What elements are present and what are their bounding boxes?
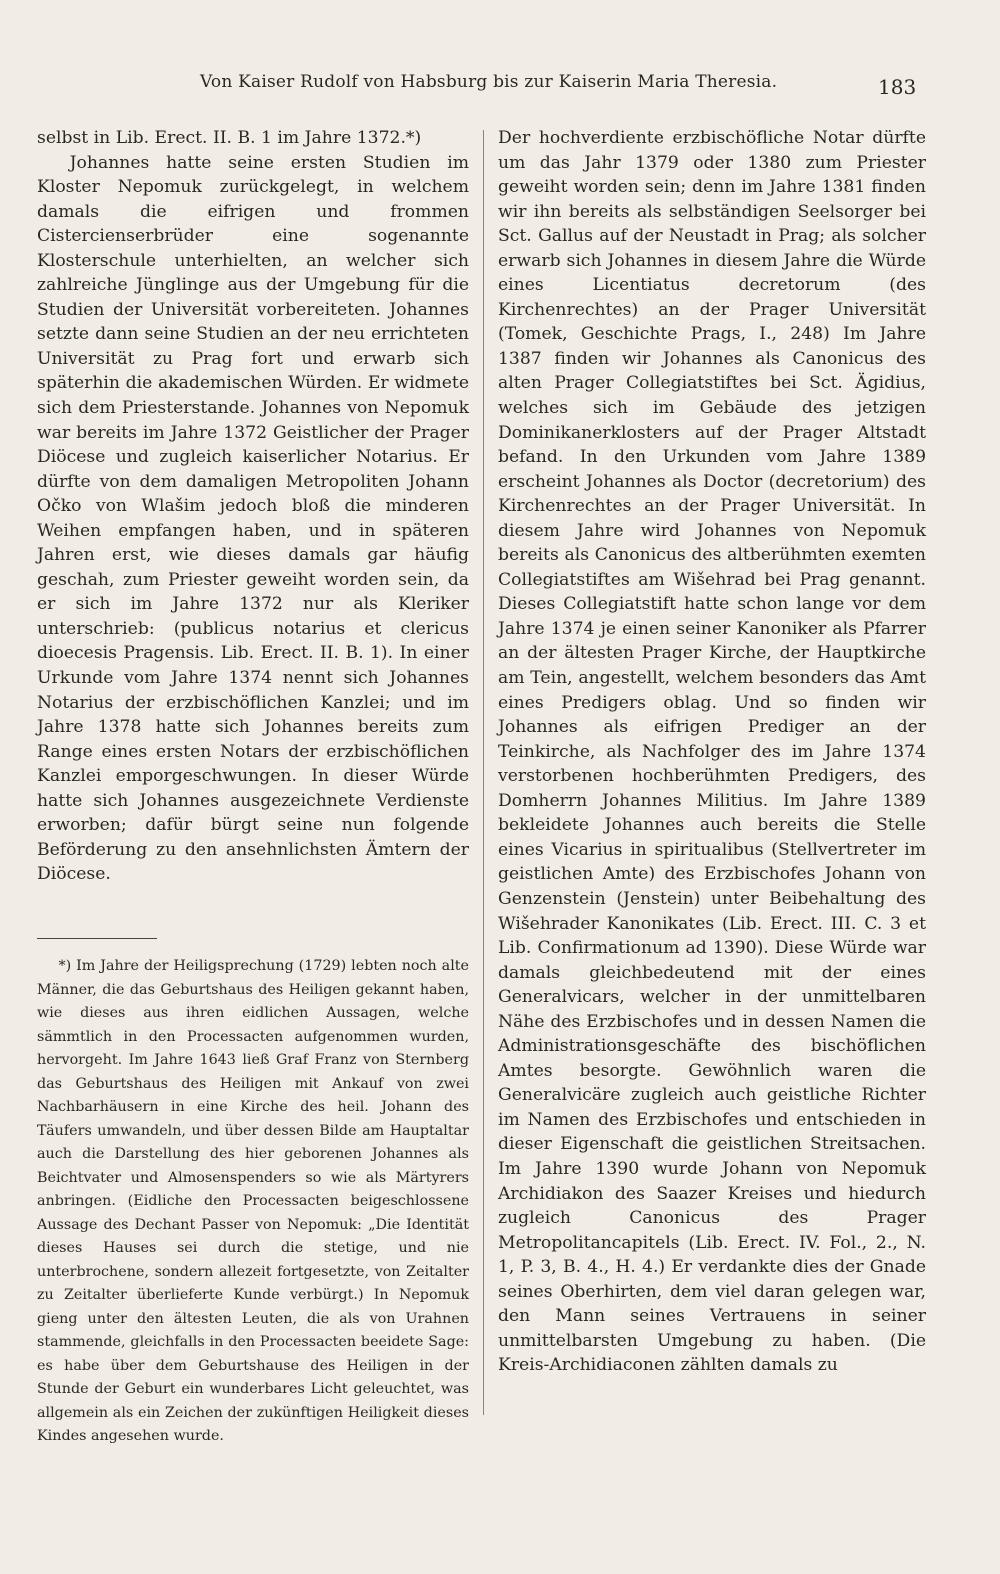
running-title: Von Kaiser Rudolf von Habsburg bis zur Kaiserin Maria Theresia. — [200, 72, 778, 92]
footnote — [37, 955, 469, 1449]
left-column — [37, 126, 469, 887]
left-paragraph-2: Johannes hatte seine ersten Studien im Kloster Nepomuk zurückgelegt, in welchem damals die eifrigen und frommen Cistercienserbrüder eine sogenannte Klosterschule unterhielten, an welcher sich zahlreiche Jünglinge aus der Umgebung für die Studien der Universität vorbereiteten. Johannes setzte dann seine Studien an der neu errichteten Universität zu Prag fort und erwarb sich späterhin die akademischen Würden. Er widmete sich dem Priesterstande. Johannes von Nepomuk war bereits im Jahre 1372 Geistlicher der Prager Diöcese und zugleich kaiserlicher Notarius. Er dürfte von dem damaligen Metropoliten Johann Očko von Wlašim jedoch bloß die minderen Weihen empfangen haben, und in späteren Jahren erst, wie dieses damals gar häufig geschah, zum Priester geweiht worden sein, da er sich im Jahre 1372 nur als Kleriker unterschrieb: (publicus notarius et clericus dioecesis Pragensis. Lib. Erect. II. B. 1). In einer Urkunde vom Jahre 1374 nennt sich Johannes Notarius der erzbischöflichen Kanzlei; und im Jahre 1378 hatte sich Johannes bereits zum Range eines ersten Notars der erzbischöflichen Kanzlei emporgeschwungen. In dieser Würde hatte sich Johannes ausgezeichnete Verdienste erworben; dafür bürgt seine nun folgende Beförderung zu den ansehnlichsten Ämtern der Diöcese. — [37, 152, 469, 885]
footnote-text: *) Im Jahre der Heiligsprechung (1729) lebten noch alte Männer, die das Geburtshaus des Heiligen gekannt haben, wie dieses aus ihren eidlichen Aussagen, welche sämmtlich in den Processacten aufgenommen wurden, hervorgeht. Im Jahre 1643 ließ Graf Franz von Sternberg das Geburtshaus des Heiligen mit Ankauf von zwei Nachbarhäusern in eine Kirche des heil. Johann des Täufers umwandeln, und über dessen Bilde am Hauptaltar auch die Darstellung des hier geborenen Johannes als Beichtvater und Almosenspenders so wie als Märtyrers anbringen. (Eidliche den Processacten beigeschlossene Aussage des Dechant Passer von Nepomuk: „Die Identität dieses Hauses sei durch die stetige, und nie unterbrochene, sondern allezeit fortgesetzte, von Zeitalter zu Zeitalter überlieferte Kunde verbürgt.) In Nepomuk gieng unter den ältesten Leuten, die als von Urahnen stammende, gleichfalls in den Processacten beeidete Sage: es habe über dem Geburtshause des Heiligen in der Stunde der Geburt ein wunderbares Licht geleuchtet, was allgemein als ein Zeichen der zukünftigen Heiligkeit dieses Kindes angesehen wurde. — [37, 958, 469, 1444]
page-number: 183 — [878, 75, 917, 99]
right-column — [498, 126, 926, 1378]
left-paragraph-1: selbst in Lib. Erect. II. B. 1 im Jahre 1372.*) — [37, 128, 422, 148]
column-divider — [483, 130, 484, 1415]
right-paragraph-1: Der hochverdiente erzbischöfliche Notar dürfte um das Jahr 1379 oder 1380 zum Priester geweiht worden sein; denn im Jahre 1381 finden wir ihn bereits als selbständigen Seelsorger bei Sct. Gallus auf der Neustadt in Prag; als solcher erwarb sich Johannes in diesem Jahre die Würde eines Licentiatus decretorum (des Kirchenrechtes) an der Prager Universität (Tomek, Geschichte Prags, I., 248) Im Jahre 1387 finden wir Johannes als Canonicus des alten Prager Collegiatstiftes bei Sct. Ägidius, welches sich im Gebäude des jetzigen Dominikanerklosters auf der Prager Altstadt befand. In den Urkunden vom Jahre 1389 erscheint Johannes als Doctor (decretorium) des Kirchenrechtes an der Prager Universität. In diesem Jahre wird Johannes von Nepomuk bereits als Canonicus des altberühmten exemten Collegiatstiftes am Wišehrad bei Prag genannt. Dieses Collegiatstift hatte schon lange vor dem Jahre 1374 je einen seiner Kanoniker als Pfarrer an der ältesten Prager Kirche, der Hauptkirche am Tein, angestellt, welchem besonders das Amt eines Predigers oblag. Und so finden wir Johannes als eifrigen Prediger an der Teinkirche, als Nachfolger des im Jahre 1374 verstorbenen hochberühmten Predigers, des Domherrn Johannes Militius. Im Jahre 1389 bekleidete Johannes auch bereits die Stelle eines Vicarius in spiritualibus (Stellvertreter im geistlichen Amte) des Erzbischofes Johann von Genzenstein (Jenstein) unter Beibehaltung des Wišehrader Kanonikates (Lib. Erect. III. C. 3 et Lib. Confirmationum ad 1390). Diese Würde war damals gleichbedeutend mit der eines Generalvicars, welcher in der unmittelbaren Nähe des Erzbischofes und in dessen Namen die Administrationsgeschäfte des bischöflichen Amtes besorgte. Gewöhnlich waren die Generalvicäre zugleich auch geistliche Richter im Namen des Erzbischofes und entschieden in dieser Eigenschaft die geistlichen Streitsachen. Im Jahre 1390 wurde Johann von Nepomuk Archidiakon des Saazer Kreises und hiedurch zugleich Canonicus des Prager Metropolitancapitels (Lib. Erect. IV. Fol., 2., N. 1, P. 3, B. 4., H. 4.) Er verdankte dies der Gnade seines Oberhirten, dem viel daran gelegen war, den Mann seines Vertrauens in seiner unmittelbarsten Umgebung zu haben. (Die Kreis-Archidiaconen zählten damals zu — [498, 128, 926, 1376]
footnote-separator — [37, 938, 157, 939]
